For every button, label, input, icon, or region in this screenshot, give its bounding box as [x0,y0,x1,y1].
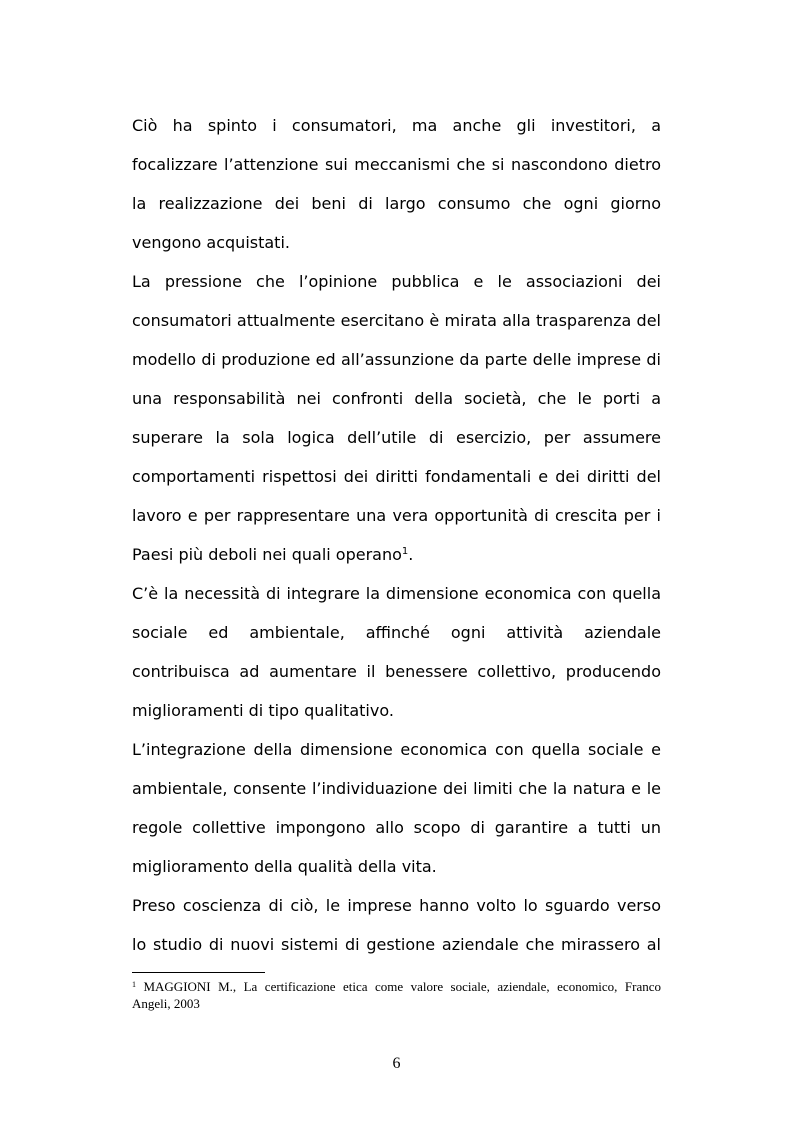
text-line-content: Paesi più deboli nei quali operano [132,545,402,564]
text-line: lo studio di nuovi sistemi di gestione aziendale che mirassero al [132,935,661,954]
text-line: miglioramenti di tipo qualitativo. [132,701,394,720]
sentence-end: . [408,545,414,564]
text-line: vengono acquistati. [132,233,290,252]
footnote-number: 1 [132,980,136,989]
text-line: superare la sola logica dell’utile di esercizio, per assumere [132,428,661,447]
text-line: modello di produzione ed all’assunzione da parte delle imprese di [132,350,661,369]
footnote-reference[interactable]: 1 [401,546,409,557]
body-text [132,106,661,964]
footnote [132,978,661,1012]
text-line: regole collettive impongono allo scopo di garantire a tutti un [132,818,661,837]
text-line: L’integrazione della dimensione economica con quella sociale e [132,740,661,759]
footnote-separator [132,972,265,973]
text-line: contribuisca ad aumentare il benessere collettivo, producendo [132,662,661,681]
footnote-line [132,978,661,995]
text-line: comportamenti rispettosi dei diritti fondamentali e dei diritti del [132,467,661,486]
text-line: ambientale, consente l’individuazione dei limiti che la natura e le [132,779,661,798]
footnote-text: MAGGIONI M., La certificazione etica come valore sociale, aziendale, economico, Franco [143,979,661,994]
text-line: C’è la necessità di integrare la dimensione economica con quella [132,584,661,603]
text-line: Preso coscienza di ciò, le imprese hanno volto lo sguardo verso [132,896,661,915]
text-line: Ciò ha spinto i consumatori, ma anche gli investitori, a [132,116,661,135]
footnote-line: Angeli, 2003 [132,996,200,1011]
text-line: una responsabilità nei confronti della società, che le porti a [132,389,661,408]
text-line: La pressione che l’opinione pubblica e le associazioni dei [132,272,661,291]
text-line: sociale ed ambientale, affinché ogni attività aziendale [132,623,661,642]
text-line: miglioramento della qualità della vita. [132,857,437,876]
text-line: focalizzare l’attenzione sui meccanismi che si nascondono dietro [132,155,661,174]
page-number: 6 [392,1055,401,1072]
text-line [132,535,661,574]
text-line: consumatori attualmente esercitano è mirata alla trasparenza del [132,311,661,330]
text-line: la realizzazione dei beni di largo consumo che ogni giorno [132,194,661,213]
text-line: lavoro e per rappresentare una vera opportunità di crescita per i [132,506,661,525]
